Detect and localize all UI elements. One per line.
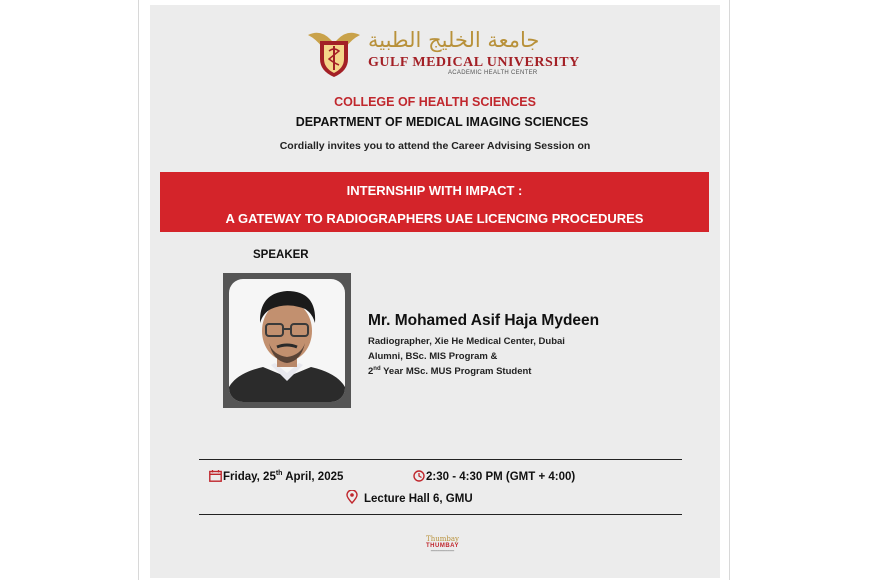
college-title: COLLEGE OF HEALTH SCIENCES: [334, 95, 536, 109]
left-border-line: [138, 0, 139, 580]
event-time: 2:30 - 4:30 PM (GMT + 4:00): [413, 470, 575, 483]
thumbay-logo: [415, 535, 470, 553]
speaker-name: Mr. Mohamed Asif Haja Mydeen: [368, 312, 600, 329]
invitation-text: Cordially invites you to attend the Career Advising Session on: [279, 140, 591, 152]
thumbay-logo-script: Thumbay: [426, 535, 459, 543]
calendar-icon: [209, 470, 222, 482]
speaker-alumni: Alumni, BSc. MIS Program &: [368, 351, 498, 362]
gmu-logo-icon: [306, 27, 362, 79]
thumbay-logo-rule: ━━━━━━━━━━━: [430, 549, 455, 553]
speaker-label: SPEAKER: [253, 249, 309, 261]
divider-bottom: [199, 514, 682, 515]
department-title: DEPARTMENT OF MEDICAL IMAGING SCIENCES: [295, 115, 589, 129]
university-tagline: ACADEMIC HEALTH CENTER: [448, 70, 538, 76]
thumbay-logo-text: THUMBAY: [426, 543, 459, 549]
clock-icon: [413, 470, 425, 482]
speaker-photo-frame: [223, 273, 351, 408]
university-name-arabic: جامعة الخليج الطبية: [368, 28, 540, 52]
divider-top: [199, 459, 682, 460]
right-border-line: [729, 0, 730, 580]
session-title-line2: A GATEWAY TO RADIOGRAPHERS UAE LICENCING PROCEDURES: [225, 211, 644, 226]
speaker-program: 2nd Year MSc. MUS Program Student: [368, 366, 532, 378]
event-date: Friday, 25th April, 2025: [209, 470, 343, 483]
speaker-photo: [229, 279, 345, 402]
location-pin-icon: [346, 490, 358, 504]
session-title-line1: INTERNSHIP WITH IMPACT :: [346, 183, 523, 198]
event-venue: Lecture Hall 6, GMU: [346, 490, 473, 505]
university-name-english: GULF MEDICAL UNIVERSITY: [368, 55, 580, 70]
speaker-role: Radiographer, Xie He Medical Center, Dubai: [368, 336, 565, 347]
session-title-banner: [160, 172, 709, 232]
